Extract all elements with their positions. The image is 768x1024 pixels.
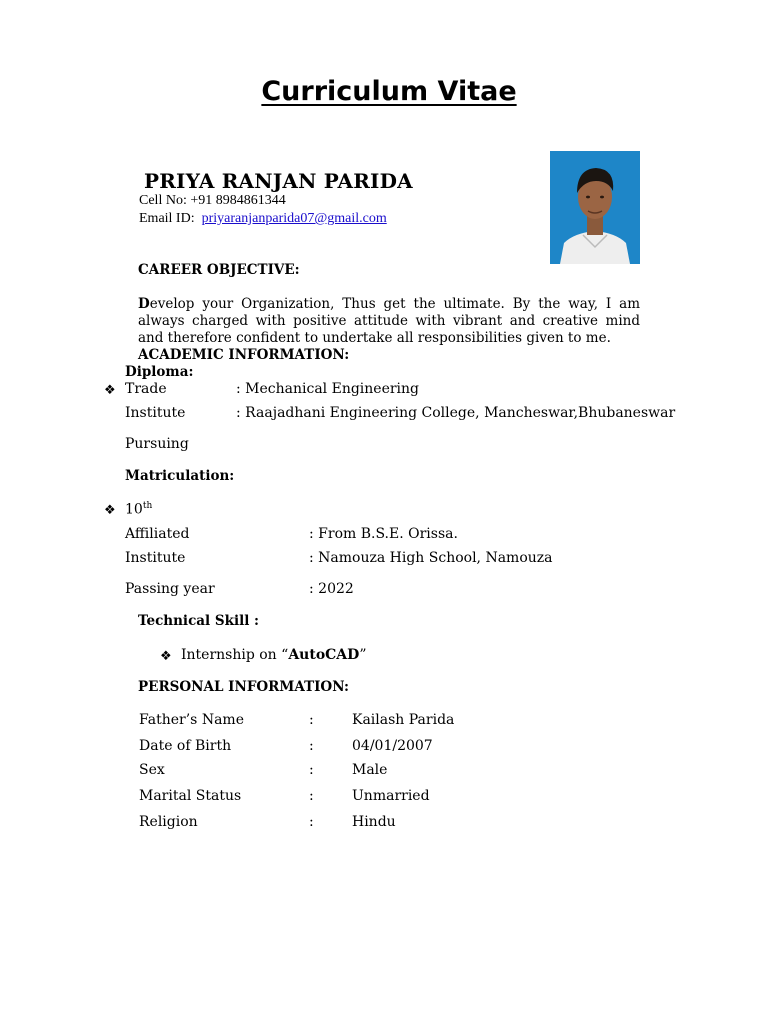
career-paragraph: [138, 296, 640, 347]
academic-heading: ACADEMIC INFORMATION:: [138, 347, 350, 363]
diamond-bullet-icon: ❖: [104, 383, 116, 398]
career-heading: CAREER OBJECTIVE:: [138, 262, 300, 278]
class-tenth: [125, 501, 152, 518]
cell-label: Cell No:: [139, 193, 187, 208]
trade-label: Trade: [125, 381, 167, 397]
page-title: Curriculum Vitae: [261, 76, 517, 107]
diamond-bullet-icon: ❖: [160, 649, 172, 664]
diploma-status: Pursuing: [125, 436, 189, 452]
personal-row-label: Father’s Name: [139, 712, 244, 728]
personal-row-value: Kailash Parida: [352, 712, 455, 728]
institute-value: : Raajadhani Engineering College, Mancheswar,Bhubaneswar: [236, 405, 676, 421]
tenth-suffix: th: [142, 501, 153, 511]
career-text: evelop your Organization, Thus get the ultimate. By the way, I am always charged with positive attitude with vibrant and creative mind and therefore confident to undertake all responsibilities given to me.: [138, 296, 640, 346]
personal-row-label: Marital Status: [139, 788, 242, 804]
trade-value: : Mechanical Engineering: [236, 381, 420, 397]
personal-row-separator: :: [309, 788, 314, 804]
technical-heading: Technical Skill :: [138, 613, 260, 629]
personal-row-separator: :: [309, 738, 314, 754]
matric-institute-label: Institute: [125, 550, 186, 566]
email-label: Email ID:: [139, 211, 195, 226]
personal-row-label: Date of Birth: [139, 738, 232, 754]
passing-year-label: Passing year: [125, 581, 215, 597]
personal-row-value: Hindu: [352, 814, 396, 830]
personal-row-value: Unmarried: [352, 788, 430, 804]
diploma-heading: Diploma:: [125, 364, 194, 380]
technical-item: [181, 647, 366, 663]
technical-item-software: AutoCAD: [288, 647, 360, 663]
personal-row-separator: :: [309, 712, 314, 728]
passing-year-value: : 2022: [309, 581, 354, 597]
personal-row-label: Religion: [139, 814, 198, 830]
tenth-number: 10: [125, 501, 143, 518]
email-link[interactable]: priyaranjanparida07@gmail.com: [201, 211, 387, 226]
email-line: [139, 211, 387, 227]
technical-item-suffix: ”: [359, 647, 367, 663]
candidate-name: PRIYA RANJAN PARIDA: [144, 169, 413, 193]
affiliated-value: : From B.S.E. Orissa.: [309, 526, 458, 542]
personal-row-separator: :: [309, 762, 314, 778]
cell-value: +91 8984861344: [190, 193, 286, 208]
institute-label: Institute: [125, 405, 186, 421]
personal-row-separator: :: [309, 814, 314, 830]
career-first-letter: D: [138, 296, 150, 312]
diamond-bullet-icon: ❖: [104, 503, 116, 518]
cell-line: [139, 193, 286, 209]
personal-row-value: 04/01/2007: [352, 738, 433, 754]
profile-photo: [550, 151, 640, 264]
personal-heading: PERSONAL INFORMATION:: [138, 679, 350, 695]
matric-institute-value: : Namouza High School, Namouza: [309, 550, 553, 566]
personal-row-value: Male: [352, 762, 388, 778]
technical-item-prefix: Internship on “: [181, 647, 289, 663]
matric-heading: Matriculation:: [125, 468, 235, 484]
affiliated-label: Affiliated: [125, 526, 190, 542]
personal-row-label: Sex: [139, 762, 165, 778]
